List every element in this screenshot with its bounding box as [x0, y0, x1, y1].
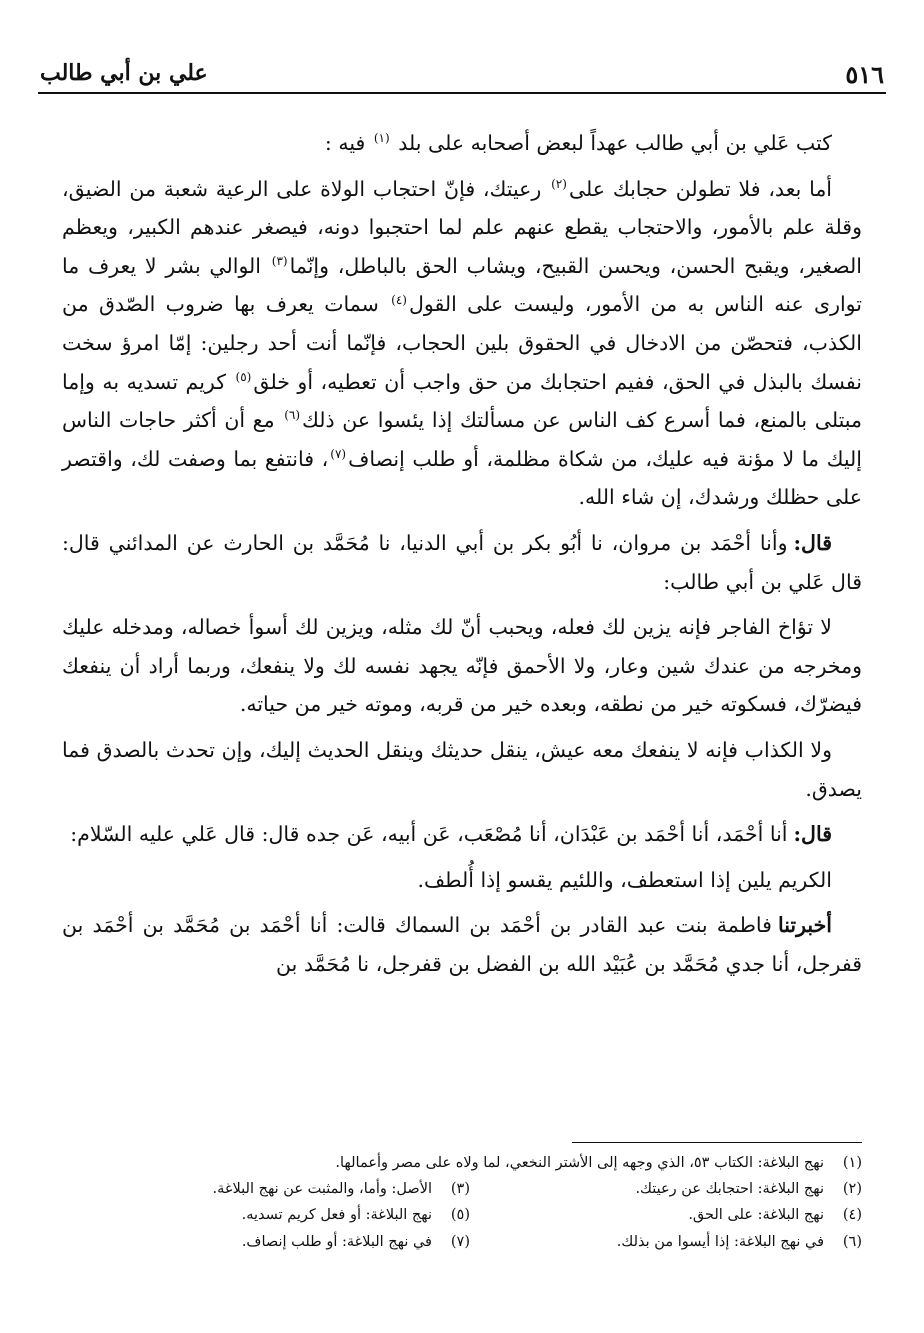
- footnote-7: [78, 1229, 470, 1255]
- footnote-number: (٣): [450, 1181, 470, 1198]
- footnote-row: [62, 1229, 862, 1255]
- footnote-2: [470, 1176, 862, 1202]
- paragraph-isnad: [62, 815, 862, 854]
- footnote-6: [470, 1229, 862, 1255]
- footnote-text: نهج البلاغة: الكتاب ٥٣، الذي وجهه إلى الأشتر النخعي، لما ولاه على مصر وأعمالها.: [335, 1155, 824, 1171]
- paragraph-text: أنا أحْمَد، أنا أحْمَد بن عَبْدَان، أنا مُصْعَب، عَن أبيه، عَن جده قال: قال عَلي عليه السّلام:: [70, 822, 788, 847]
- paragraph-isnad: [62, 524, 862, 601]
- footnote-5: [78, 1202, 470, 1228]
- paragraph-letter: [62, 170, 862, 517]
- footnote-ref: (٥): [235, 369, 252, 384]
- page-number: ٥١٦: [845, 60, 884, 89]
- paragraph-text: وأنا أحْمَد بن مروان، نا أبُو بكر بن أبي الدنيا، نا مُحَمَّد بن الحارث عن المدائني قال: قال عَلي بن أبي طالب:: [62, 530, 862, 594]
- paragraph-text: رعيتك، فإنّ احتجاب الولاة على الرعية شعبة من الضيق، وقلة علم بالأمور، والاحتجاب يقطع عنهم علم لما احتجبوا دونه، فيصغر عندهم الكبير، ويعظم الصغير، ويقبح الحسن، ويحسن القبيح، ويشاب الحق بالباطل، وإنّما: [62, 176, 862, 278]
- paragraph-text: كتب عَلي بن أبي طالب عهداً لبعض أصحابه على بلد: [398, 131, 832, 155]
- paragraph-text: ، فانتفع بما وصفت لك، واقتصر على حظلك ورشدك، إن شاء الله.: [62, 446, 862, 510]
- paragraph-text: فيه :: [324, 131, 366, 155]
- footnote-ref: (١): [373, 131, 390, 146]
- paragraph-saying: لا تؤاخ الفاجر فإنه يزين لك فعله، ويحبب أنّ لك مثله، ويزين لك أسوأ خصاله، ومدخله عليك ومخرجه من عندك شين وعار، ولا الأحمق فإنّه يجهد نفسه لك ولا ينفعك، وربما أراد أن ينفعك فيضرّك، فسكوته خير من نطقه، وبعده خير من قربه، وموته خير من حياته.: [62, 615, 862, 717]
- footnote-number: (٦): [842, 1233, 862, 1250]
- paragraph-intro: [62, 124, 862, 163]
- qala-marker: قال:: [793, 530, 832, 555]
- paragraph-text: الوالي بشر لا يعرف ما توارى عنه الناس به من الأمور، وليست على القول: [62, 253, 862, 317]
- footnote-3: [78, 1176, 470, 1202]
- qala-marker: قال:: [793, 822, 832, 847]
- footnote-row: [62, 1176, 862, 1202]
- header-rule: [38, 92, 886, 94]
- footnote-text: في نهج البلاغة: إذا أيسوا من بذلك.: [616, 1233, 824, 1250]
- footnote-1: [62, 1150, 862, 1176]
- paragraph-text: سمات يعرف بها ضروب الصّدق من الكذب، فتحصّن من الادخال في الحقوق بلين الحجاب، فإنّما أنت أحد رجلين: إمّا امرؤ سخت نفسك بالبذل في الحق، ففيم احتجابك من حق واجب أن تعطيه، أو خلق: [62, 292, 862, 394]
- footnote-text: نهج البلاغة: احتجابك عن رعيتك.: [635, 1181, 824, 1198]
- paragraph-text: فاطمة بنت عبد القادر بن أحْمَد بن السماك قالت: أنا أحْمَد بن مُحَمَّد بن أحْمَد بن قفرجل، أنا جدي مُحَمَّد بن عُبَيْد الله بن الفضل بن قفرجل، نا مُحَمَّد بن: [62, 913, 862, 976]
- footnote-ref: (٢): [551, 176, 567, 191]
- footnote-text: في نهج البلاغة: أو طلب إنصاف.: [241, 1233, 432, 1250]
- footnotes: [62, 1150, 862, 1255]
- page-header: [38, 52, 886, 94]
- footnote-number: (٥): [450, 1207, 470, 1224]
- footnote-ref: (٧): [330, 446, 347, 461]
- paragraph-text: كريم تسديه به وإما مبتلى بالمنع، فما أسرع كف الناس عن مسألتك إذا يئسوا عن ذلك: [62, 369, 862, 433]
- paragraph-text: أما بعد، فلا تطولن حجابك على: [568, 176, 832, 201]
- footnote-4: [470, 1202, 862, 1228]
- main-text: [62, 124, 862, 983]
- akhbaratna-marker: أخبرتنا: [777, 913, 832, 938]
- footnote-rule: [572, 1142, 862, 1143]
- footnote-text: نهج البلاغة: أو فعل كريم تسديه.: [241, 1207, 432, 1224]
- footnote-text: الأصل: وأما، والمثبت عن نهج البلاغة.: [212, 1181, 432, 1198]
- footnote-number: (٢): [842, 1181, 862, 1198]
- footnote-text: نهج البلاغة: على الحق.: [688, 1207, 824, 1224]
- paragraph-saying: الكريم يلين إذا استعطف، واللئيم يقسو إذا أُلطف.: [417, 867, 832, 892]
- paragraph-text: مع أن أكثر حاجات الناس إليك ما لا مؤنة فيه عليك، من شكاة مظلمة، أو طلب إنصاف: [62, 408, 862, 471]
- running-title: علي بن أبي طالب: [40, 60, 208, 86]
- footnote-number: (١): [842, 1155, 862, 1171]
- paragraph-isnad: [62, 906, 862, 983]
- footnote-number: (٧): [450, 1233, 470, 1250]
- footnote-ref: (٦): [284, 408, 301, 423]
- footnote-ref: (٤): [391, 292, 407, 307]
- footnote-ref: (٣): [271, 253, 288, 268]
- footnote-row: [62, 1150, 862, 1176]
- footnote-number: (٤): [842, 1207, 862, 1224]
- paragraph-saying: ولا الكذاب فإنه لا ينفعك معه عيش، ينقل حديثك وينقل الحديث إليك، وإن تحدث بالصدق فما يصدق.: [62, 737, 862, 801]
- footnote-row: [62, 1202, 862, 1228]
